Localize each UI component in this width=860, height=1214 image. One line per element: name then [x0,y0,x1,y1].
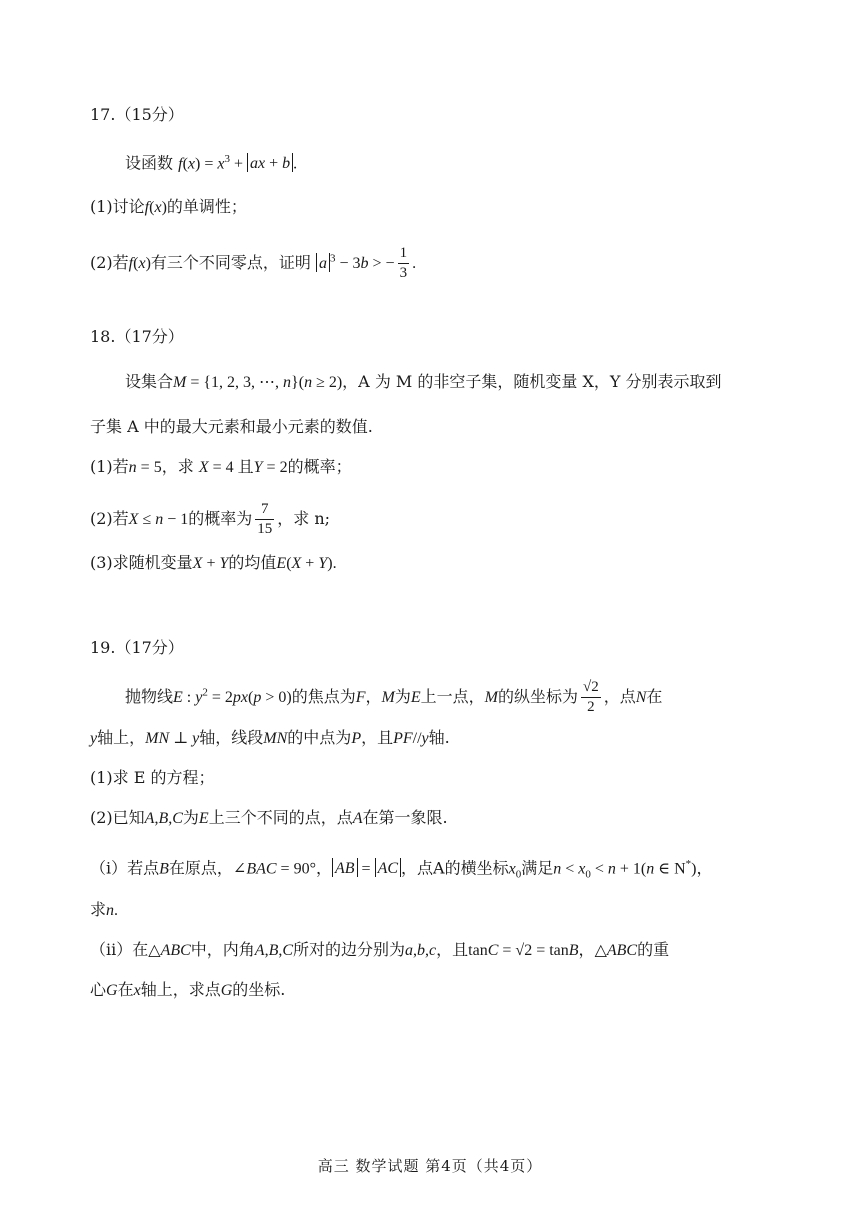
q19-stem-line1: 抛物线E : $y^2 = 2px(p > 0)$的焦点为F，M为E上一点，M的纵坐标为 $\frac{√2}{2}$ ，点N在 [125,679,663,715]
q19-part2: (2)已知A,B,C为E上三个不同的点，点A在第一象限. [90,808,448,827]
q18-part2: (2)若X ≤ n − 1的概率为 $\frac{7}{15}$ ，求 n; [90,501,331,537]
q18-part3: (3)求随机变量X + Y的均值E(X + Y). [90,553,337,572]
q18-number: 18.（17分） [90,327,184,346]
q17-stem: 设函数 $f(x) = x^3$ + ax + b . [125,153,298,173]
q19-number: 19.（17分） [90,638,184,657]
q18-stem-line1: 设集合M = {1, 2, 3, ⋯, n}(n ≥ 2)，A 为 M 的非空子集，随机变量 X，Y 分别表示取到 [125,372,722,391]
q19-sub1-line2: 求n. [90,900,119,919]
q17-part2: (2)若f(x)有三个不同零点，证明 a $^3$ − 3b > − $\frac{1}{3}$ . [90,245,417,281]
page-footer: 高三 数学试题 第4页（共4页） [317,1157,543,1175]
q19-sub2-line2: 心G在x轴上，求点G的坐标. [90,980,286,999]
q19-stem-line2: y轴上，MN ⊥ y轴，线段MN的中点为P，且PF//y轴. [90,728,450,747]
q18-part1: (1)若n = 5，求 X = 4 且Y = 2的概率； [90,457,352,476]
q19-sub1-line1: （i）若点B在原点，∠BAC = 90°， AB = AC ，点A的横坐标$x_0$满足$n < x_0 < n + 1(n$ ∈ N*)， [90,858,713,881]
q17-part1: (1)讨论f(x)的单调性； [90,197,247,216]
q19-sub2-line1: （ii）在△ABC中，内角A,B,C所对的边分别为a,b,c，且tanC = √2 = tanB，△ABC的重 [90,940,670,959]
q17-number: 17.（15分） [90,105,184,124]
q18-stem-line2: 子集 A 中的最大元素和最小元素的数值. [90,417,373,436]
q19-part1: (1)求 E 的方程； [90,768,215,787]
